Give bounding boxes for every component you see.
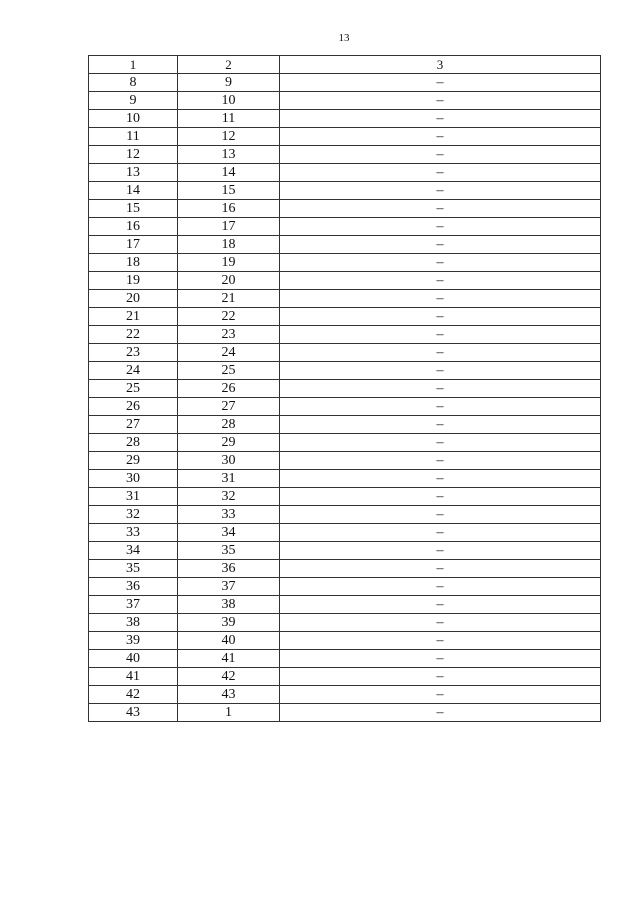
table-cell: 11: [178, 110, 280, 128]
table-cell: –: [280, 380, 601, 398]
table-cell: 42: [89, 686, 178, 704]
table-row: [89, 452, 601, 470]
table-cell: 20: [178, 272, 280, 290]
table-cell: 37: [178, 578, 280, 596]
table-row: [89, 110, 601, 128]
table-cell: 10: [178, 92, 280, 110]
table-cell: 24: [178, 344, 280, 362]
table-cell: –: [280, 146, 601, 164]
table-row: [89, 560, 601, 578]
data-table: [88, 55, 601, 722]
table-row: [89, 290, 601, 308]
table-cell: 19: [178, 254, 280, 272]
column-header-1: 1: [89, 56, 178, 74]
table-cell: 13: [89, 164, 178, 182]
table-cell: 10: [89, 110, 178, 128]
table-row: [89, 650, 601, 668]
table-row: [89, 326, 601, 344]
table-cell: 38: [89, 614, 178, 632]
table-cell: –: [280, 344, 601, 362]
table-row: [89, 668, 601, 686]
table-cell: –: [280, 254, 601, 272]
table-cell: 32: [178, 488, 280, 506]
table-cell: 43: [178, 686, 280, 704]
table-row: [89, 398, 601, 416]
table-cell: 13: [178, 146, 280, 164]
table-row: [89, 524, 601, 542]
table-cell: 28: [178, 416, 280, 434]
table-cell: 19: [89, 272, 178, 290]
table-cell: 12: [89, 146, 178, 164]
table-cell: 20: [89, 290, 178, 308]
table-cell: 23: [89, 344, 178, 362]
table-cell: –: [280, 452, 601, 470]
table-cell: 9: [89, 92, 178, 110]
table-row: [89, 236, 601, 254]
table-cell: 41: [89, 668, 178, 686]
table-row: [89, 344, 601, 362]
table-cell: 23: [178, 326, 280, 344]
table-cell: 27: [89, 416, 178, 434]
table-row: [89, 74, 601, 92]
table-cell: –: [280, 434, 601, 452]
table-row: [89, 182, 601, 200]
table-cell: 36: [178, 560, 280, 578]
table-cell: 26: [89, 398, 178, 416]
table-cell: 33: [89, 524, 178, 542]
table-row: [89, 506, 601, 524]
table-cell: –: [280, 200, 601, 218]
table-header: [89, 56, 601, 74]
table-cell: –: [280, 488, 601, 506]
table-row: [89, 614, 601, 632]
data-table-container: [88, 55, 600, 722]
table-cell: 29: [178, 434, 280, 452]
header-row: [89, 56, 601, 74]
page-number: 13: [338, 32, 350, 44]
table-row: [89, 218, 601, 236]
table-cell: 17: [89, 236, 178, 254]
table-cell: 14: [178, 164, 280, 182]
table-cell: 27: [178, 398, 280, 416]
table-cell: –: [280, 398, 601, 416]
table-cell: 35: [89, 560, 178, 578]
table-cell: 22: [89, 326, 178, 344]
table-cell: –: [280, 164, 601, 182]
table-cell: 25: [89, 380, 178, 398]
table-cell: –: [280, 236, 601, 254]
table-row: [89, 488, 601, 506]
table-cell: 22: [178, 308, 280, 326]
table-cell: 21: [178, 290, 280, 308]
table-cell: –: [280, 668, 601, 686]
table-cell: 43: [89, 704, 178, 722]
table-cell: –: [280, 92, 601, 110]
table-cell: 31: [89, 488, 178, 506]
table-row: [89, 416, 601, 434]
table-cell: –: [280, 326, 601, 344]
table-cell: 35: [178, 542, 280, 560]
table-cell: 30: [178, 452, 280, 470]
table-row: [89, 308, 601, 326]
table-row: [89, 686, 601, 704]
table-cell: 12: [178, 128, 280, 146]
table-cell: –: [280, 218, 601, 236]
table-cell: 38: [178, 596, 280, 614]
table-cell: 28: [89, 434, 178, 452]
table-cell: 39: [178, 614, 280, 632]
table-cell: –: [280, 614, 601, 632]
table-cell: –: [280, 362, 601, 380]
table-cell: –: [280, 128, 601, 146]
table-cell: 39: [89, 632, 178, 650]
table-cell: 16: [89, 218, 178, 236]
table-row: [89, 596, 601, 614]
table-cell: –: [280, 542, 601, 560]
table-cell: –: [280, 74, 601, 92]
table-cell: –: [280, 650, 601, 668]
table-cell: –: [280, 110, 601, 128]
table-cell: 32: [89, 506, 178, 524]
table-row: [89, 434, 601, 452]
table-row: [89, 578, 601, 596]
column-header-3: 3: [280, 56, 601, 74]
table-cell: –: [280, 416, 601, 434]
table-cell: –: [280, 632, 601, 650]
table-row: [89, 200, 601, 218]
table-row: [89, 164, 601, 182]
table-cell: 14: [89, 182, 178, 200]
table-body: [89, 74, 601, 722]
table-cell: 26: [178, 380, 280, 398]
table-cell: 21: [89, 308, 178, 326]
table-row: [89, 542, 601, 560]
table-cell: 33: [178, 506, 280, 524]
table-row: [89, 380, 601, 398]
table-cell: –: [280, 290, 601, 308]
table-cell: –: [280, 596, 601, 614]
table-cell: 41: [178, 650, 280, 668]
table-row: [89, 632, 601, 650]
table-row: [89, 470, 601, 488]
table-row: [89, 704, 601, 722]
table-cell: –: [280, 560, 601, 578]
table-cell: 34: [178, 524, 280, 542]
table-cell: 16: [178, 200, 280, 218]
column-header-2: 2: [178, 56, 280, 74]
table-cell: 42: [178, 668, 280, 686]
table-row: [89, 254, 601, 272]
table-cell: 18: [89, 254, 178, 272]
table-cell: 18: [178, 236, 280, 254]
table-cell: 8: [89, 74, 178, 92]
table-cell: 37: [89, 596, 178, 614]
table-cell: –: [280, 308, 601, 326]
table-cell: 40: [178, 632, 280, 650]
table-cell: –: [280, 704, 601, 722]
table-cell: –: [280, 524, 601, 542]
table-cell: –: [280, 470, 601, 488]
table-row: [89, 362, 601, 380]
table-cell: 17: [178, 218, 280, 236]
table-cell: 11: [89, 128, 178, 146]
table-cell: 36: [89, 578, 178, 596]
table-cell: 9: [178, 74, 280, 92]
table-cell: 25: [178, 362, 280, 380]
table-row: [89, 92, 601, 110]
table-cell: 40: [89, 650, 178, 668]
table-cell: 1: [178, 704, 280, 722]
table-cell: –: [280, 506, 601, 524]
table-row: [89, 272, 601, 290]
table-cell: 24: [89, 362, 178, 380]
table-row: [89, 146, 601, 164]
table-cell: 30: [89, 470, 178, 488]
table-cell: 15: [178, 182, 280, 200]
table-cell: –: [280, 578, 601, 596]
table-cell: –: [280, 182, 601, 200]
table-cell: –: [280, 272, 601, 290]
table-cell: 29: [89, 452, 178, 470]
table-row: [89, 128, 601, 146]
table-cell: 34: [89, 542, 178, 560]
table-cell: 31: [178, 470, 280, 488]
table-cell: –: [280, 686, 601, 704]
table-cell: 15: [89, 200, 178, 218]
